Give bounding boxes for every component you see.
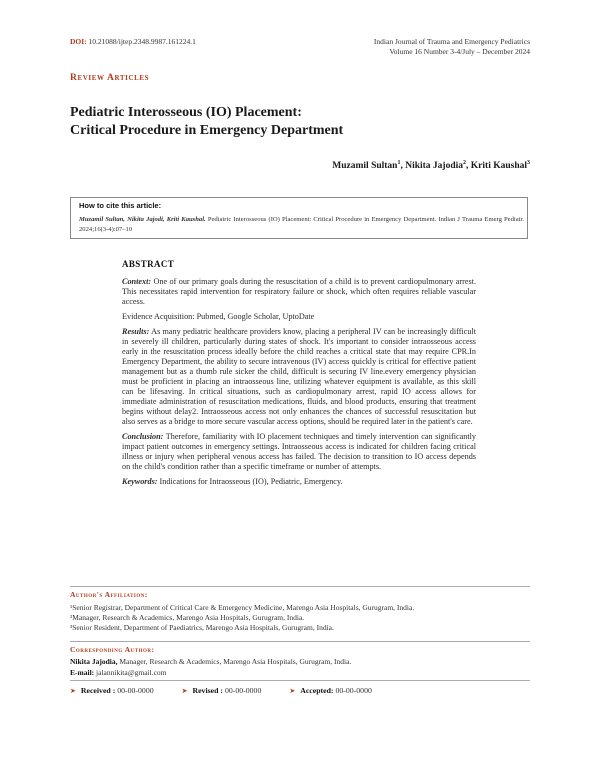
accepted-value: 00-00-0000 <box>333 686 372 695</box>
citation-body: Pediatric Interosseous (IO) Placement: Critical Procedure in Emergency Department. Indian J Trauma Emerg Pediatr. 2024;16(3-4):07–10 <box>79 216 524 233</box>
doi-line <box>70 37 196 46</box>
author-name: Kriti Kaushal <box>470 161 527 172</box>
author-name: Nikita Jajodia <box>405 161 464 172</box>
affiliation-item: ²Manager, Research & Academics, Marengo Asia Hospitals, Gurugram, India. <box>70 613 305 622</box>
revised-date <box>182 686 262 695</box>
abstract-conclusion <box>122 432 476 472</box>
citation-heading: How to cite this article: <box>79 201 162 210</box>
results-text: As many pediatric healthcare providers know, placing a peripheral IV can be increasingly difficult in severely ill children, particularly during states of shock. It's important to consider intraosseous access early in the resuscitation process ideally before the child reaches a critical state that may require CPR.In Emergency Department, the ability to secure intravenous (IV) access quickly is critical for effective patient management but as a thumb rule sicker the child, difficult is securing IV line.every emergency physician must be proficient in placing an intraosseous line, utilizing whatever equipment is available, as this skill can be lifesaving. In critical situations, such as cardiopulmonary arrest, rapid IO access allows for immediate administration of resuscitation medications, fluids, and blood products, ensuring that treatment begins without delay2. Intraosseous access not only enhances the chances of successful resuscitation but also serves as a bridge to more secure vascular access options, should be required later in the patient's care. <box>122 327 476 426</box>
citation-box <box>70 197 528 239</box>
section-label: Review Articles <box>70 73 150 83</box>
revised-label: Revised : <box>192 686 224 695</box>
abstract <box>122 259 476 492</box>
affiliation-item: ³Senior Resident, Department of Paediatrics, Marengo Asia Hospitals, Gurugram, India. <box>70 623 334 632</box>
citation-authors: Muzamil Sultan, Nikita Jajodi, Kriti Kaushal. <box>79 216 206 223</box>
keywords-text: Indications for Intraosseous (IO), Pediatric, Emergency. <box>157 477 343 486</box>
corresponding-email-line <box>70 668 166 677</box>
context-text: One of our primary goals during the resuscitation of a child is to prevent cardiopulmonary arrest. This necessitates rapid intervention for respiratory failure or shock, which often requires reliable vascular access. <box>122 277 476 306</box>
author-list: Muzamil Sultan$^1$, Nikita Jajodia$^2$, Kriti Kaushal$^3$ <box>332 160 530 172</box>
corresponding-divider <box>70 641 530 642</box>
conclusion-text: Therefore, familiarity with IO placement techniques and timely intervention can significantly impact patient outcomes in emergency settings. Intraosseous access is indicated for children facing critical illness or injury when peripheral venous access has failed. The decision to transition to IO access depends on the child's condition rather than a specific timeframe or number of attempts. <box>122 432 476 471</box>
email-address[interactable]: jalannikita@gmail.com <box>94 668 167 677</box>
conclusion-label: Conclusion: <box>122 432 164 441</box>
doi-label: DOI: <box>70 37 87 46</box>
accepted-date <box>289 686 372 695</box>
title-line-2: Critical Procedure in Emergency Department <box>70 123 344 138</box>
received-date <box>70 686 154 695</box>
corresponding-heading: Corresponding Author: <box>70 645 155 654</box>
abstract-keywords <box>122 477 476 487</box>
arrow-bullet-icon: ➤ <box>181 687 188 695</box>
journal-volume: Volume 16 Number 3-4/July – December 2024 <box>389 47 530 56</box>
corresponding-author <box>70 657 530 666</box>
affiliation-item: ¹Senior Registrar, Department of Critical Care & Emergency Medicine, Marengo Asia Hospitals, Gurugram, India. <box>70 603 415 612</box>
received-label: Received : <box>80 686 116 695</box>
article-title <box>70 104 530 140</box>
arrow-bullet-icon: ➤ <box>70 687 76 695</box>
author-sup: 1 <box>397 160 401 166</box>
affiliation-list <box>70 603 530 633</box>
affiliation-heading: Author's Affiliation: <box>70 590 148 599</box>
keywords-label: Keywords: <box>122 477 158 486</box>
author-sup: 3 <box>527 160 530 166</box>
dates-row <box>70 686 530 695</box>
revised-value: 00-00-0000 <box>223 686 262 695</box>
abstract-evidence: Evidence Acquisition: Pubmed, Google Scholar, UptoDate <box>122 312 315 321</box>
journal-name: Indian Journal of Trauma and Emergency Pediatrics <box>373 37 530 46</box>
doi-value[interactable]: 10.21088/ijtep.2348.9987.161224.1 <box>88 37 196 46</box>
corresponding-name: Nikita Jajodia, <box>70 657 118 666</box>
dates-divider <box>70 680 530 681</box>
abstract-context <box>122 277 476 307</box>
arrow-bullet-icon: ➤ <box>289 687 296 695</box>
accepted-label: Accepted: <box>300 686 334 695</box>
abstract-heading: ABSTRACT <box>122 259 175 269</box>
received-value: 00-00-0000 <box>115 686 154 695</box>
corresponding-details: Manager, Research & Academics, Marengo Asia Hospitals, Gurugram, India. <box>117 657 352 666</box>
citation-text <box>79 215 524 235</box>
author-name: Muzamil Sultan <box>332 161 398 172</box>
context-label: Context: <box>122 277 152 286</box>
results-label: Results: <box>122 327 150 336</box>
email-label: E-mail: <box>70 668 95 677</box>
abstract-results <box>122 327 476 427</box>
affiliation-divider <box>70 586 530 587</box>
author-sup: 2 <box>463 160 467 166</box>
title-line-1: Pediatric Interosseous (IO) Placement: <box>70 105 302 120</box>
journal-header <box>374 37 530 57</box>
